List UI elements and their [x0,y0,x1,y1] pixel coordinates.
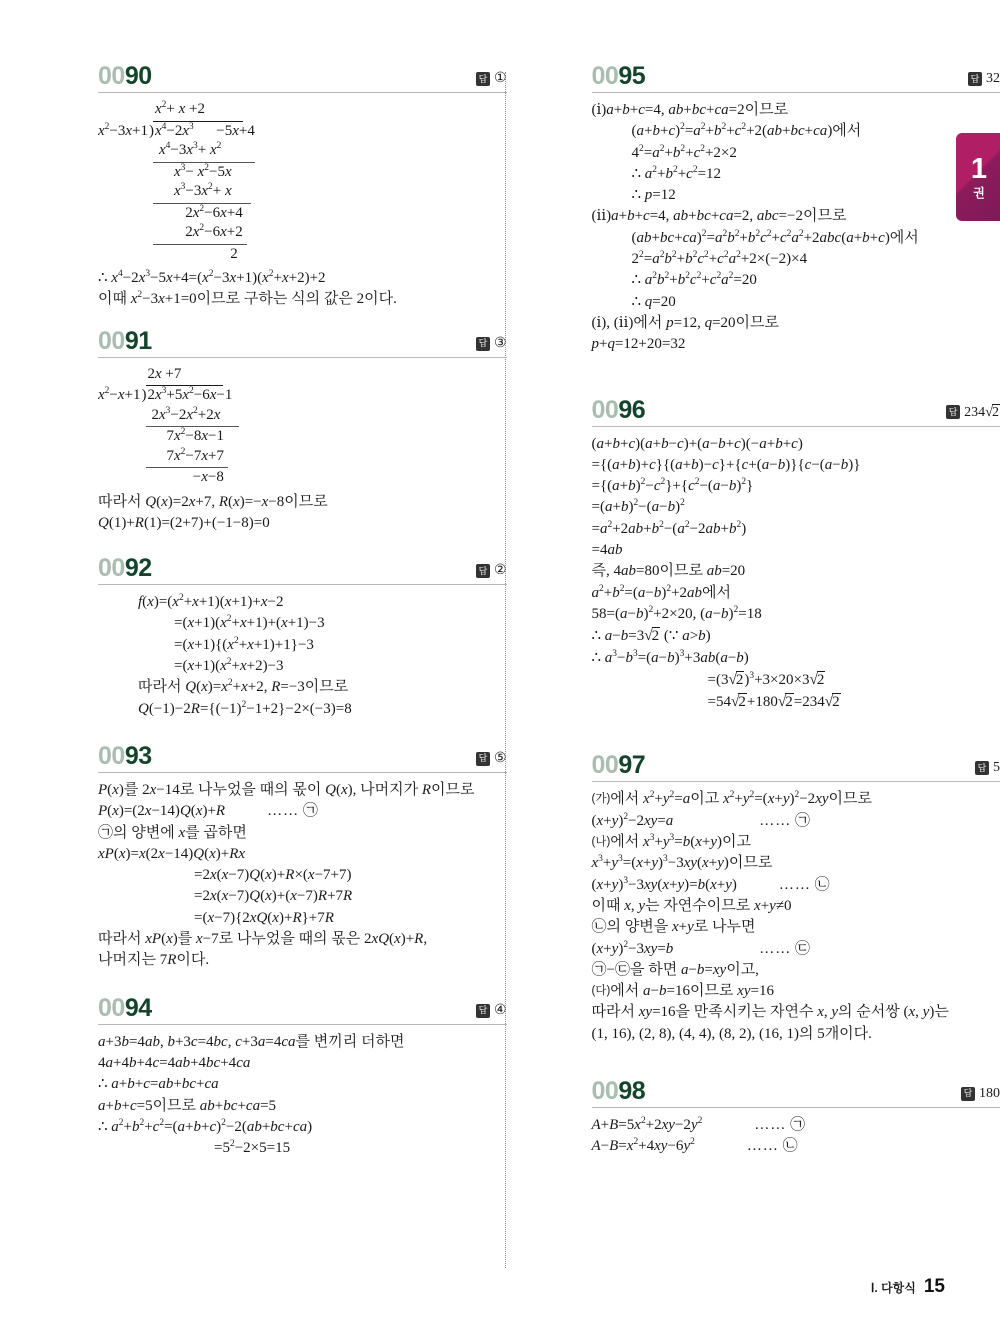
step-value: $7x^2-7x+7$ [146,447,229,469]
solution-line: (ⅰ), (ⅱ)에서 p=12, q=20이므로 [591,314,780,331]
answer-value: 5 [993,760,1000,776]
answer-group [476,564,507,581]
answer-value: ④ [493,1002,507,1018]
equation-tag: ㉡ [782,1138,798,1155]
header-rule [592,1107,1000,1108]
solution-body [98,1032,507,1160]
header-rule [98,92,507,93]
header-rule [592,426,1000,427]
solution-line: ∴ $a^3-b^3=(a-b)^3+3ab(a-b)$ [591,648,749,666]
answer-badge-icon: 답 [961,1087,975,1101]
solution-line: ㉠의 양변에 x를 곱하면 [98,824,247,841]
long-division-step [98,141,507,163]
problem-number-prefix: 00 [98,326,125,355]
division-bracket: ) [149,122,154,139]
problem-number [591,395,646,424]
solution-line: $(x+y)^2-2xy=a$ …… ㉠ [591,811,811,829]
answer-badge-icon: 답 [975,761,989,775]
step-value: $2x^3-2x^2+2x$ [146,406,240,428]
solution-line: $=(x+1)\{(x^2+x+1)+1\}-3$ [174,635,314,653]
step-value: $2x^2-6x+4$ [185,203,243,221]
answer-group [476,752,507,769]
problem-0096 [591,395,1000,714]
problem-number-prefix: 00 [98,993,125,1022]
problem-number-prefix: 00 [591,395,619,424]
solution-line: ∴ $a^2+b^2+c^2=12$ [631,164,722,182]
problem-number [592,64,646,89]
divisor: $x^2-x+1$ [98,386,141,404]
long-division-step [98,223,507,245]
solution-body [592,434,1000,714]
long-division-quotient-row [98,100,507,122]
problem-number [98,741,152,770]
answer-group [961,1087,1000,1104]
solution-line: (나)에서 $x^3+y^3=b(x+y)$이고 [591,833,752,851]
long-division-remainder-row [98,468,507,488]
answer-badge-icon: 답 [946,405,960,419]
solution-line: $(a+b+c)^2=a^2+b^2+c^2+2(ab+bc+ca)$에서 [631,122,862,140]
solution-line: 이때 $x^2-3x+1=0$이므로 구하는 식의 값은 2이다. [98,290,397,308]
problem-number-suffix: 96 [618,395,646,424]
problem-number-prefix: 00 [98,741,125,770]
solution-body [98,780,507,972]
solution-line: ={(a+b)+c}{(a+b)−c}+{c+(a−b)}{c−(a−b)} [591,456,861,473]
page-footer [871,1276,945,1298]
equation-tag-ref: …… ㉡ [778,876,830,893]
solution-line: ∴ $a^2+b^2+c^2=(a+b+c)^2-2(ab+bc+ca)$ [98,1117,313,1135]
answer-value: 180 [979,1085,1000,1101]
header-rule [98,1024,507,1025]
solution-line: 따라서 $Q(x)=x^2+x+2$, R=−3이므로 [138,678,349,696]
solution-line: $=a^2+2ab+b^2-(a^2-2ab+b^2)$ [591,519,747,537]
left-column [98,64,507,1266]
solution-line: ㉡의 양변을 x+y로 나누면 [591,919,756,936]
solution-line: (ⅰ)a+b+c=4, ab+bc+ca=2이므로 [591,102,789,118]
solution-line: $A-B=x^2+4xy-6y^2$ …… ㉡ [591,1137,798,1155]
solution-line: 4a+4b+4c=4ab+4bc+4ca [98,1054,251,1071]
problem-number-suffix: 90 [124,62,152,90]
solution-line: =4ab [591,542,623,559]
solution-body [592,100,1000,356]
long-division-step [98,163,507,183]
long-division-0091 [98,365,507,488]
problem-number [592,753,646,778]
solution-line: $(x+y)^3-3xy(x+y)=b(x+y)$ …… ㉡ [591,875,830,893]
solution-line: 나머지는 7R이다. [98,952,210,969]
solution-line: 이때 x, y는 자연수이므로 x+y≠0 [591,897,792,914]
answer-badge-icon: 답 [476,1004,490,1018]
long-division-dividend-row [98,122,507,142]
problem-number [98,326,152,355]
answer-badge-icon: 답 [476,337,490,351]
answer-group [476,337,507,354]
quotient: 2x +7 [146,365,223,387]
solution-line: ∴ $a^2b^2+b^2c^2+c^2a^2=20$ [631,271,757,289]
answer-badge-icon: 답 [476,752,490,766]
solution-line: =2x(x−7)Q(x)+R×(x−7+7) [194,867,352,884]
problem-number-prefix: 00 [591,1076,619,1105]
solution-line: ㉠−㉢을 하면 a−b=xy이고, [591,961,759,978]
solution-line: =54√2+180√2=234√2 [707,693,840,711]
problem-number-suffix: 93 [124,741,152,770]
problem-number-prefix: 00 [591,62,619,90]
header-rule [592,781,1000,782]
equation-tag-ref: …… ㉠ [267,803,318,820]
equation-tag-ref: …… ㉠ [759,812,811,829]
solution-line: $2^2=a^2b^2+b^2c^2+c^2a^2+2\times(-2)\times 4$ [631,250,808,268]
solution-body [98,592,507,720]
answer-value: ⑤ [493,750,507,766]
problem-number-suffix: 94 [124,993,152,1022]
condition-marker: (가) [591,793,611,806]
step-value: $x^3-3x^2+ x$ [153,182,251,204]
quotient: $x^2+ x +2$ [153,100,243,122]
problem-number-prefix: 00 [98,62,125,90]
solution-line: (1, 16), (2, 8), (4, 4), (8, 2), (16, 1)의 5개이다. [591,1025,872,1042]
problem-header [98,993,507,1023]
equation-tag-ref: …… ㉠ [754,1116,806,1133]
solution-line: 따라서 Q(x)=2x+7, R(x)=−x−8이므로 [98,493,328,510]
footer-chapter: Ⅰ. 다항식 [870,1281,916,1295]
problem-0091 [98,326,507,535]
answer-badge-icon: 답 [968,72,982,86]
problem-0095 [592,64,1000,356]
problem-header [592,64,1000,91]
equation-tag: ㉢ [795,940,811,957]
problem-number-suffix: 97 [618,751,646,780]
solution-line: $=(x+1)(x^2+x+2)-3$ [174,657,284,675]
long-division-step [98,182,507,204]
dividend: $x^4-2x^3$ −5x+4 [155,121,255,139]
solution-line: $f(x)=(x^2+x+1)(x+1)+x-2$ [138,593,284,611]
dividend: $2x^3+5x^2-6x-1$ [147,386,233,404]
equation-tag-ref: …… ㉢ [759,940,811,957]
solution-line: a+3b=4ab, b+3c=4bc, c+3a=4ca를 변끼리 더하면 [98,1033,405,1050]
solution-line: $(x+y)^2-3xy=b$ …… ㉢ [591,939,811,957]
solution-line: =2x(x−7)Q(x)+(x−7)R+7R [194,888,353,905]
solution-line: P(x)를 2x−14로 나누었을 때의 몫이 Q(x), 나머지가 R이므로 [98,781,475,798]
header-rule [98,772,507,773]
solution-line: $=5^2-2\times 5=15$ [214,1139,291,1157]
volume-tab-unit: 권 [973,186,985,200]
long-division-0090 [98,100,507,264]
answer-group [476,1004,507,1021]
problem-0093 [98,741,507,972]
long-division-step [98,447,507,469]
problem-number [98,64,152,89]
header-rule [98,584,507,585]
long-division-quotient-row [98,365,507,387]
answer-value: ② [493,563,507,579]
step-value: $x^3- x^2-5x$ [174,162,232,180]
answer-value: 234√2 [964,403,999,420]
problem-header [98,326,507,356]
problem-header [591,1076,1000,1106]
problem-header [98,64,507,91]
problem-number-suffix: 91 [124,326,152,355]
solution-line: P(x)=(2x−14)Q(x)+R …… ㉠ [98,803,318,820]
solution-line: (a+b+c)(a+b−c)+(a−b+c)(−a+b+c) [591,435,803,452]
header-rule [98,357,507,358]
condition-marker: (다) [591,985,611,998]
remainder: 2 [230,245,238,262]
long-division-step [98,427,507,447]
equation-tag: ㉠ [790,1116,806,1133]
solution-line: ∴ p=12 [631,187,676,204]
solution-line: $Q(-1)-2R=\{(-1)^2-1+2\}-2\times(-3)=8$ [138,699,352,717]
solution-body [98,365,507,535]
problem-number [98,993,152,1022]
answer-value: ① [493,71,507,86]
solution-line: 따라서 xy=16을 만족시키는 자연수 x, y의 순서쌍 (x, y)는 [591,1004,949,1021]
problem-header [592,753,1000,780]
answer-value: ③ [493,335,507,351]
equation-tag: ㉡ [814,876,830,893]
right-column [592,64,1000,1266]
answer-group [476,72,507,89]
long-division-dividend-row [98,386,507,406]
problem-0092 [98,556,507,720]
solution-body [98,100,507,311]
problem-number [98,556,152,581]
solution-line: 따라서 xP(x)를 x−7로 나누었을 때의 몫은 2xQ(x)+R, [98,931,428,948]
answer-badge-icon: 답 [476,564,490,578]
solution-line: ∴ q=20 [631,293,676,310]
problem-header [591,395,1000,425]
remainder: −x−8 [192,469,224,486]
answer-group [946,405,1000,423]
solution-line: p+q=12+20=32 [591,336,686,353]
solution-line: $=(a+b)^2-(a-b)^2$ [591,498,685,516]
solution-body [592,1115,1000,1158]
condition-marker: (나) [591,836,611,849]
solution-line: $a^2+b^2=(a-b)^2+2ab$에서 [591,583,732,601]
solution-line: (다)에서 a−b=16이므로 xy=16 [591,983,774,1000]
header-rule [592,92,1000,93]
step-value: $2x^2-6x+2$ [153,223,247,245]
solution-line: $=(3√2)^3+3\times 20\times 3√2$ [707,670,825,688]
solution-line: $=\{(a+b)^2-c^2\}+\{c^2-(a-b)^2\}$ [591,477,754,495]
long-division-remainder-row [98,245,507,265]
problem-header [98,556,507,583]
division-bracket: ) [141,387,147,404]
solution-line: (가)에서 $x^2+y^2=a$이고 $x^2+y^2=(x+y)^2-2xy$이므로 [591,790,872,808]
step-value: $7x^2-8x-1$ [166,427,224,445]
solution-line: ∴ a+b+c=ab+bc+ca [98,1076,219,1093]
solution-line: a+b+c=5이므로 ab+bc+ca=5 [98,1097,277,1114]
volume-tab-number: 1 [970,153,988,185]
solution-line: ∴ a−b=3√2 (∵ a>b) [591,627,711,645]
solution-line: $x^3+y^3=(x+y)^3-3xy(x+y)$이므로 [591,854,773,872]
content-columns [0,64,1000,1266]
step-value: $x^4-3x^3+ x^2$ [153,141,255,163]
problem-0098 [591,1076,1000,1158]
solution-line: Q(1)+R(1)=(2+7)+(−1−8)=0 [98,514,270,531]
problem-number-suffix: 98 [618,1076,646,1105]
solution-line: xP(x)=x(2x−14)Q(x)+Rx [98,845,246,862]
footer-page-number: 15 [923,1276,945,1297]
solution-line: ∴ $x^4-2x^3-5x+4=(x^2-3x+1)(x^2+x+2)+2$ [98,269,326,286]
answer-group [975,761,1000,778]
problem-number-prefix: 00 [591,751,619,780]
solution-body [592,789,1000,1045]
divisor: $x^2-3x+1$ [98,121,148,139]
problem-number-prefix: 00 [98,554,125,583]
solution-line: $4^2=a^2+b^2+c^2+2\times 2$ [631,143,737,161]
solution-line: 즉, 4ab=80이므로 ab=20 [591,563,746,580]
problem-header [98,741,507,771]
problem-number [591,1076,646,1105]
solution-line: $=(x+1)(x^2+x+1)+(x+1)-3$ [174,614,325,632]
solution-line: $(ab+bc+ca)^2=a^2b^2+b^2c^2+c^2a^2+2abc(a+b+c)$에서 [631,228,919,246]
radical: √2 [985,403,999,420]
solution-line: $A+B=5x^2+2xy-2y^2$ …… ㉠ [591,1115,806,1133]
long-division-step [98,204,507,224]
problem-0094 [98,993,507,1160]
solution-line: $58=(a-b)^2+2\times 20$, $(a-b)^2=18$ [591,604,762,622]
answer-value: 32 [986,71,1000,86]
solution-line: =(x−7){2xQ(x)+R}+7R [194,909,334,926]
equation-tag: ㉠ [302,803,318,820]
equation-tag: ㉠ [795,812,811,829]
answer-group [968,72,1000,89]
problem-0090 [98,64,507,311]
answer-badge-icon: 답 [476,72,490,86]
solution-line: (ⅱ)a+b+c=4, ab+bc+ca=2, abc=−2이므로 [591,208,847,225]
problem-number-suffix: 92 [124,554,152,583]
problem-0097 [592,753,1000,1045]
long-division-step [98,406,507,428]
problem-number-suffix: 95 [618,62,646,90]
equation-tag-ref: …… ㉡ [746,1138,798,1155]
